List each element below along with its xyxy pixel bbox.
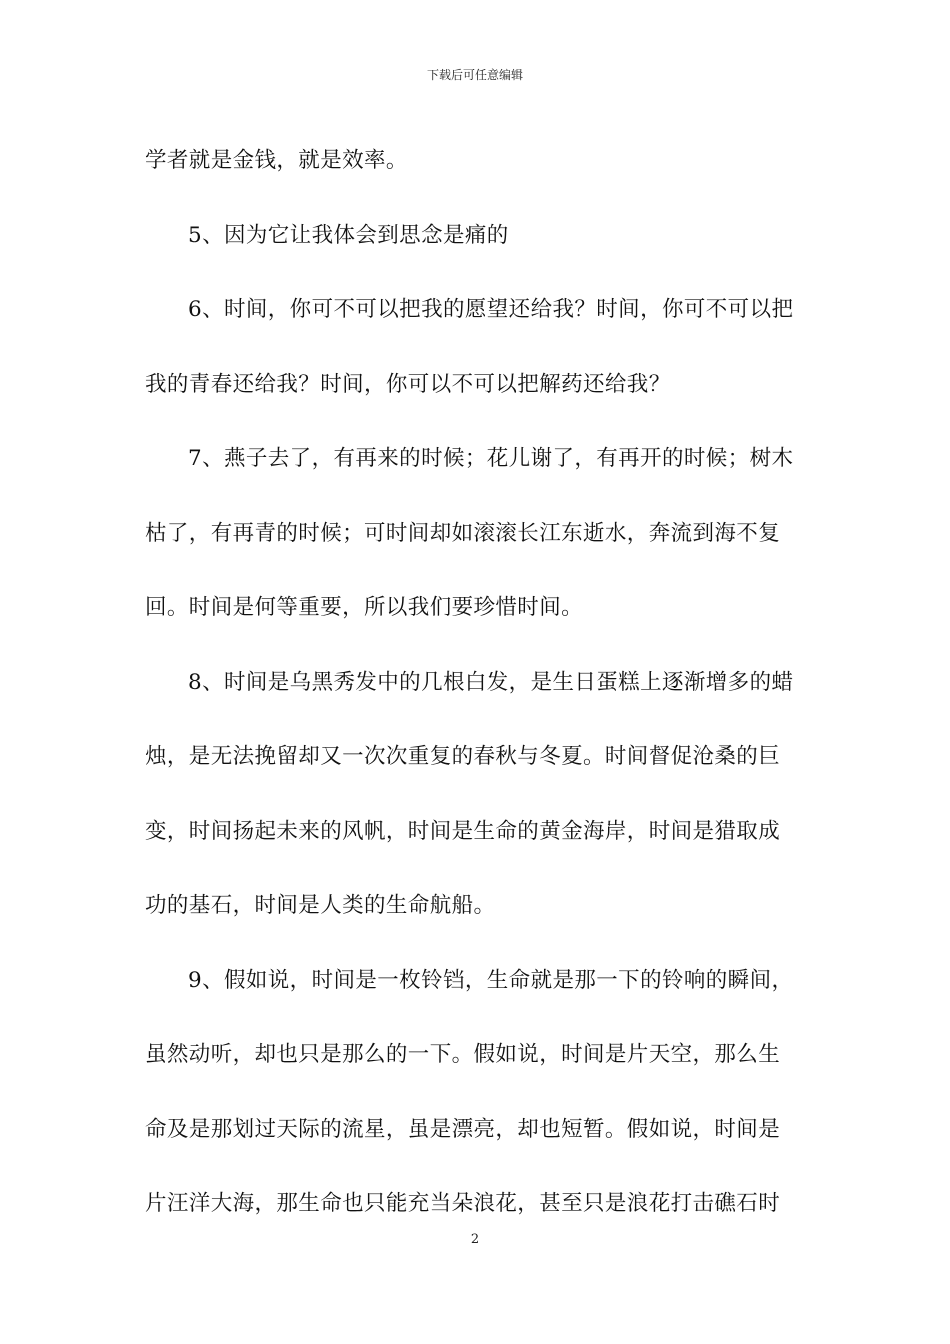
text-line: 学者就是金钱，就是效率。 bbox=[145, 148, 408, 173]
text-line: 回。时间是何等重要，所以我们要珍惜时间。 bbox=[145, 595, 584, 620]
paragraph-6: 6、时间，你可不可以把我的愿望还给我？时间，你可不可以把 bbox=[188, 297, 794, 322]
text-line: 命及是那划过天际的流星，虽是漂亮，却也短暂。假如说，时间是 bbox=[145, 1116, 781, 1142]
text-line: 枯了，有再青的时候；可时间却如滚滚长江东逝水，奔流到海不复 bbox=[145, 520, 781, 546]
paragraph-7: 7、燕子去了，有再来的时候；花儿谢了，有再开的时候；树木 bbox=[188, 446, 794, 471]
text-line: 片汪洋大海，那生命也只能充当朵浪花，甚至只是浪花打击礁石时 bbox=[145, 1191, 781, 1216]
document-body bbox=[145, 124, 805, 1242]
page-number: 2 bbox=[470, 1232, 480, 1247]
text-line: 功的基石，时间是人类的生命航船。 bbox=[145, 893, 496, 918]
text-line: 烛，是无法挽留却又一次次重复的春秋与冬夏。时间督促沧桑的巨 bbox=[145, 744, 781, 769]
paragraph-9: 9、假如说，时间是一枚铃铛，生命就是那一下的铃响的瞬间， bbox=[188, 967, 794, 993]
text-line: 我的青春还给我？时间，你可以不可以把解药还给我？ bbox=[145, 371, 671, 397]
page-header: 下载后可任意编辑 bbox=[426, 68, 523, 82]
text-line: 虽然动听，却也只是那么的一下。假如说，时间是片天空，那么生 bbox=[145, 1042, 781, 1067]
text-line: 变，时间扬起未来的风帆，时间是生命的黄金海岸，时间是猎取成 bbox=[145, 818, 781, 844]
paragraph-8: 8、时间是乌黑秀发中的几根白发，是生日蛋糕上逐渐增多的蜡 bbox=[188, 669, 794, 695]
paragraph-5: 5、因为它让我体会到思念是痛的 bbox=[188, 222, 509, 248]
